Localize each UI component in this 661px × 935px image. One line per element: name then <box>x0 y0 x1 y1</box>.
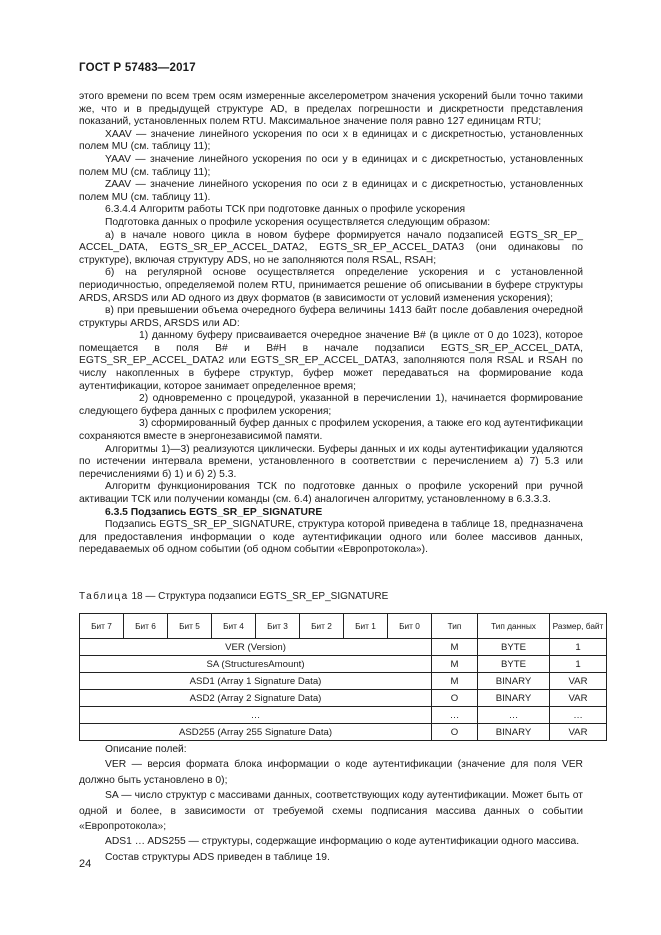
field-name-cell: ASD2 (Array 2 Signature Data) <box>80 690 432 707</box>
column-header: Бит 1 <box>344 614 388 639</box>
field-name-cell: ASD255 (Array 255 Signature Data) <box>80 724 432 741</box>
sub-list-item: 3) сформированный буфер данных с профилем ускорения, а также его код аутентификации сохраняются вместе в энергонезависимой памяти. <box>79 418 583 443</box>
column-header: Бит 5 <box>168 614 212 639</box>
table-row <box>80 673 607 690</box>
size-cell: VAR <box>550 690 607 707</box>
table-row <box>80 690 607 707</box>
column-header: Размер, байт <box>550 614 607 639</box>
table-caption-title: 18 — Структура подзаписи EGTS_SR_EP_SIGNATURE <box>128 591 389 602</box>
field-name-cell: … <box>80 707 432 724</box>
data-type-cell: … <box>478 707 550 724</box>
signature-structure-table <box>79 613 607 741</box>
data-type-cell: BINARY <box>478 724 550 741</box>
table-caption-prefix: Таблица <box>79 591 129 602</box>
type-cell: M <box>432 673 478 690</box>
paragraph: Алгоритм функционирования ТСК по подготовке данных о профиле ускорений при ручной активации ТСК или получении команды (см. 6.4) аналогичен алгоритму, установленному в 6.3.3.3. <box>79 481 583 505</box>
table-header-row <box>80 614 607 639</box>
paragraph: ZAAV — значение линейного ускорения по оси z в единицах и с дискретностью, установленных полем MU (см. таблицу 11). <box>79 179 583 203</box>
data-type-cell: BYTE <box>478 639 550 656</box>
page-number: 24 <box>79 858 92 870</box>
column-header: Бит 2 <box>300 614 344 639</box>
table-row <box>80 724 607 741</box>
paragraph: YAAV — значение линейного ускорения по оси y в единицах и с дискретностью, установленных полем MU (см. таблицу 11); <box>79 153 583 178</box>
data-type-cell: BYTE <box>478 656 550 673</box>
type-cell: M <box>432 656 478 673</box>
column-header: Тип <box>432 614 478 639</box>
sub-list-item: 2) одновременно с процедурой, указанной в перечислении 1), начинается формирование следующего буфера данных с профилем ускорения; <box>79 393 583 417</box>
type-cell: M <box>432 639 478 656</box>
section-heading: 6.3.4.4 Алгоритм работы ТСК при подготовке данных о профиле ускорения <box>105 204 466 216</box>
list-item: б) на регулярной основе осуществляется определение ускорения и с установленной периодичностью, определяемой полем RTU, принимается решение об описывании в буфере структуры ARDS, ARSDS или AD одного из двух форматов (в зависимости от условий изменения ускорения); <box>79 267 583 304</box>
column-header: Тип данных <box>478 614 550 639</box>
table-caption <box>79 591 388 602</box>
size-cell: 1 <box>550 656 607 673</box>
body-text <box>79 91 583 557</box>
size-cell: 1 <box>550 639 607 656</box>
list-item: а) в начале нового цикла в новом буфере формируется начало подзаписей EGTS_SR_EP_ ACCEL_DATA, EGTS_SR_EP_ACCEL_DATA2, EGTS_SR_EP_ACCEL_DATA3 (они одинаковы по структуре), включая структуру ADS, но не заполняются поля RSAL, RSAH; <box>79 229 583 266</box>
column-header: Бит 6 <box>124 614 168 639</box>
table-row <box>80 639 607 656</box>
paragraph: Подзапись EGTS_SR_EP_SIGNATURE, структура которой приведена в таблице 18, предназначена для предоставления информации о коде аутентификации одного или более массивов данных, передаваемых об одном событии (об одном событии «Европротокола»). <box>79 519 583 556</box>
column-header: Бит 3 <box>256 614 300 639</box>
column-header: Бит 7 <box>80 614 124 639</box>
type-cell: O <box>432 690 478 707</box>
description-item: VER — версия формата блока информации о коде аутентификации (значение для поля VER должно быть установлено в 0); <box>79 759 583 786</box>
field-name-cell: ASD1 (Array 1 Signature Data) <box>80 673 432 690</box>
section-heading: 6.3.5 Подзапись EGTS_SR_EP_SIGNATURE <box>105 506 323 518</box>
type-cell: O <box>432 724 478 741</box>
list-item: в) при превышении объема очередного буфера величины 1413 байт после добавления очередной структуры ARDS, ARSDS или AD: <box>79 305 583 329</box>
size-cell: … <box>550 707 607 724</box>
standard-header: ГОСТ Р 57483—2017 <box>79 62 196 74</box>
field-description <box>79 742 583 865</box>
description-item: SA — число структур с массивами данных, соответствующих коду аутентификации. Может быть от одной и более, в зависимости от требуемой схемы подписания массива данных о событии «Европротокола»; <box>79 790 583 833</box>
size-cell: VAR <box>550 724 607 741</box>
data-type-cell: BINARY <box>478 673 550 690</box>
column-header: Бит 0 <box>388 614 432 639</box>
description-item: Состав структуры ADS приведен в таблице 19. <box>105 851 330 863</box>
field-name-cell: VER (Version) <box>80 639 432 656</box>
size-cell: VAR <box>550 673 607 690</box>
paragraph: этого времени по всем трем осям измеренные акселерометром значения ускорений были точно такими же, что и в предыдущей структуре AD, в пределах погрешности и дискретности представления показаний, установленных полем RTU. Максимальное значение поля равно 127 единицам RTU; <box>79 91 583 128</box>
data-type-cell: BINARY <box>478 690 550 707</box>
paragraph: XAAV — значение линейного ускорения по оси x в единицах и с дискретностью, установленных полем MU (см. таблицу 11); <box>79 128 583 153</box>
description-item: ADS1 … ADS255 — структуры, содержащие информацию о коде аутентификации одного массива. <box>105 836 580 848</box>
field-name-cell: SA (StructuresAmount) <box>80 656 432 673</box>
paragraph: Подготовка данных о профиле ускорения осуществляется следующим образом: <box>105 216 491 228</box>
table-row <box>80 707 607 724</box>
table-row <box>80 656 607 673</box>
column-header: Бит 4 <box>212 614 256 639</box>
type-cell: … <box>432 707 478 724</box>
sub-list-item: 1) данному буферу присваивается очередное значение B# (в цикле от 0 до 1023), которое помещается в поля B# и B#H в начале подзаписи EGTS_SR_EP_ACCEL_DATA, EGTS_SR_EP_ACCEL_DATA2 или EGTS_SR_EP_ACCEL_DATA3, заполняются поля RSAL и RSAH по числу накопленных в буфере структур, буфер может передаваться на формирование кода аутентификации, которое занимает определенное время; <box>79 330 583 392</box>
description-heading: Описание полей: <box>105 744 187 755</box>
paragraph: Алгоритмы 1)—3) реализуются циклически. Буферы данных и их коды аутентификации удаляются по истечении интервала времени, установленного в соответствии с перечислением а) 7) 5.3 или перечислениями б) 1) и б) 2) 5.3. <box>79 443 583 480</box>
